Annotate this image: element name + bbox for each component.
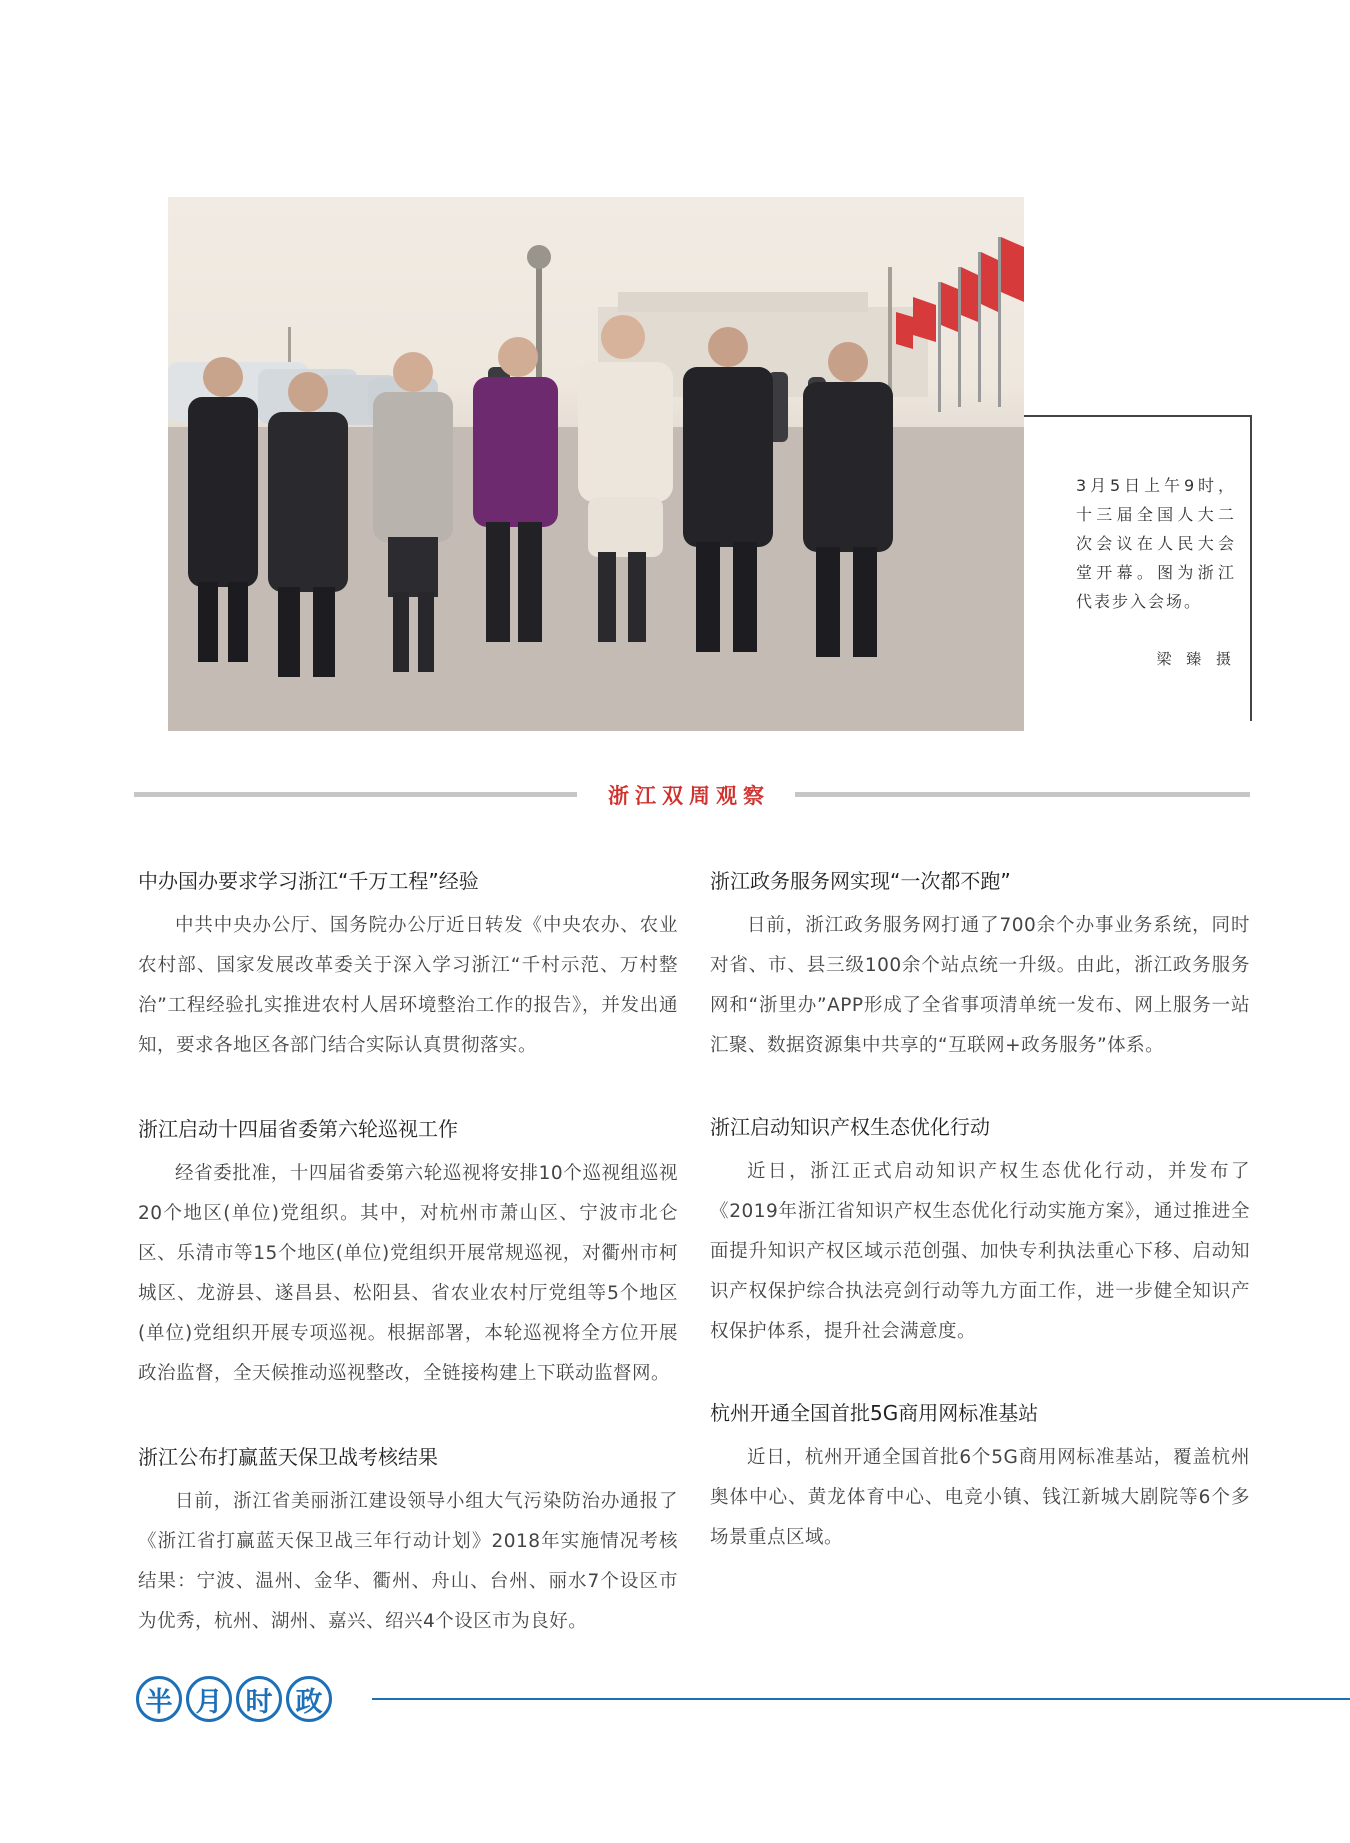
article-title: 杭州开通全国首批5G商用网标准基站	[710, 1401, 1039, 1425]
footer-logo-char: 半	[136, 1676, 182, 1722]
caption-divider-vertical	[1250, 415, 1252, 721]
article-body: 日前，浙江省美丽浙江建设领导小组大气污染防治办通报了《浙江省打赢蓝天保卫战三年行动计划》2018年实施情况考核结果：宁波、温州、金华、衢州、舟山、台州、丽水7个设区市为优秀，杭州、湖州、嘉兴、绍兴4个设区市为良好。	[138, 1491, 678, 1632]
caption-divider	[1024, 415, 1252, 417]
left-column	[138, 866, 678, 1642]
section-banner	[134, 780, 1250, 810]
section-title: 浙江双周观察	[608, 784, 770, 808]
article	[710, 866, 1250, 1066]
photo-caption: 3月5日上午9时，十三届全国人大二次会议在人民大会堂开幕。图为浙江代表步入会场。	[1076, 476, 1236, 611]
banner-rule-right	[795, 792, 1250, 797]
article-title: 浙江政务服务网实现“一次都不跑”	[710, 869, 1011, 893]
footer-logo-char: 时	[236, 1676, 282, 1722]
photo-caption-box	[1024, 415, 1252, 721]
article-title: 浙江启动知识产权生态优化行动	[710, 1115, 990, 1139]
article-title: 浙江启动十四届省委第六轮巡视工作	[138, 1117, 458, 1141]
photo-scene	[168, 197, 1024, 731]
article	[710, 1112, 1250, 1352]
right-column	[710, 866, 1250, 1558]
article-title: 浙江公布打赢蓝天保卫战考核结果	[138, 1445, 438, 1469]
article	[138, 866, 678, 1066]
news-photo	[168, 197, 1024, 731]
footer-logo-char: 月	[186, 1676, 232, 1722]
article-title: 中办国办要求学习浙江“千万工程”经验	[138, 869, 479, 893]
article	[138, 1442, 678, 1642]
article	[138, 1114, 678, 1394]
article	[710, 1398, 1250, 1558]
footer-rule	[372, 1698, 1350, 1700]
footer-logo-char: 政	[286, 1676, 332, 1722]
photo-credit: 梁 臻 摄	[1156, 650, 1236, 668]
article-body: 近日，杭州开通全国首批6个5G商用网标准基站，覆盖杭州奥体中心、黄龙体育中心、电竞小镇、钱江新城大剧院等6个多场景重点区域。	[710, 1447, 1250, 1548]
article-body: 近日，浙江正式启动知识产权生态优化行动，并发布了《2019年浙江省知识产权生态优化行动实施方案》，通过推进全面提升知识产权区域示范创强、加快专利执法重心下移、启动知识产权保护综合执法亮剑行动等九方面工作，进一步健全知识产权保护体系，提升社会满意度。	[710, 1161, 1250, 1342]
banner-rule-left	[134, 792, 577, 797]
article-body: 日前，浙江政务服务网打通了700余个办事业务系统，同时对省、市、县三级100余个站点统一升级。由此，浙江政务服务网和“浙里办”APP形成了全省事项清单统一发布、网上服务一站汇聚、数据资源集中共享的“互联网+政务服务”体系。	[710, 915, 1250, 1056]
article-body: 经省委批准，十四届省委第六轮巡视将安排10个巡视组巡视20个地区(单位)党组织。其中，对杭州市萧山区、宁波市北仑区、乐清市等15个地区(单位)党组织开展常规巡视，对衢州市柯城区、龙游县、遂昌县、松阳县、省农业农村厅党组等5个地区(单位)党组织开展专项巡视。根据部署，本轮巡视将全方位开展政治监督，全天候推动巡视整改，全链接构建上下联动监督网。	[138, 1163, 678, 1384]
article-body: 中共中央办公厅、国务院办公厅近日转发《中央农办、农业农村部、国家发展改革委关于深入学习浙江“千村示范、万村整治”工程经验扎实推进农村人居环境整治工作的报告》，并发出通知，要求各地区各部门结合实际认真贯彻落实。	[138, 915, 678, 1056]
footer-logo	[136, 1676, 332, 1722]
page-footer	[136, 1676, 1350, 1736]
